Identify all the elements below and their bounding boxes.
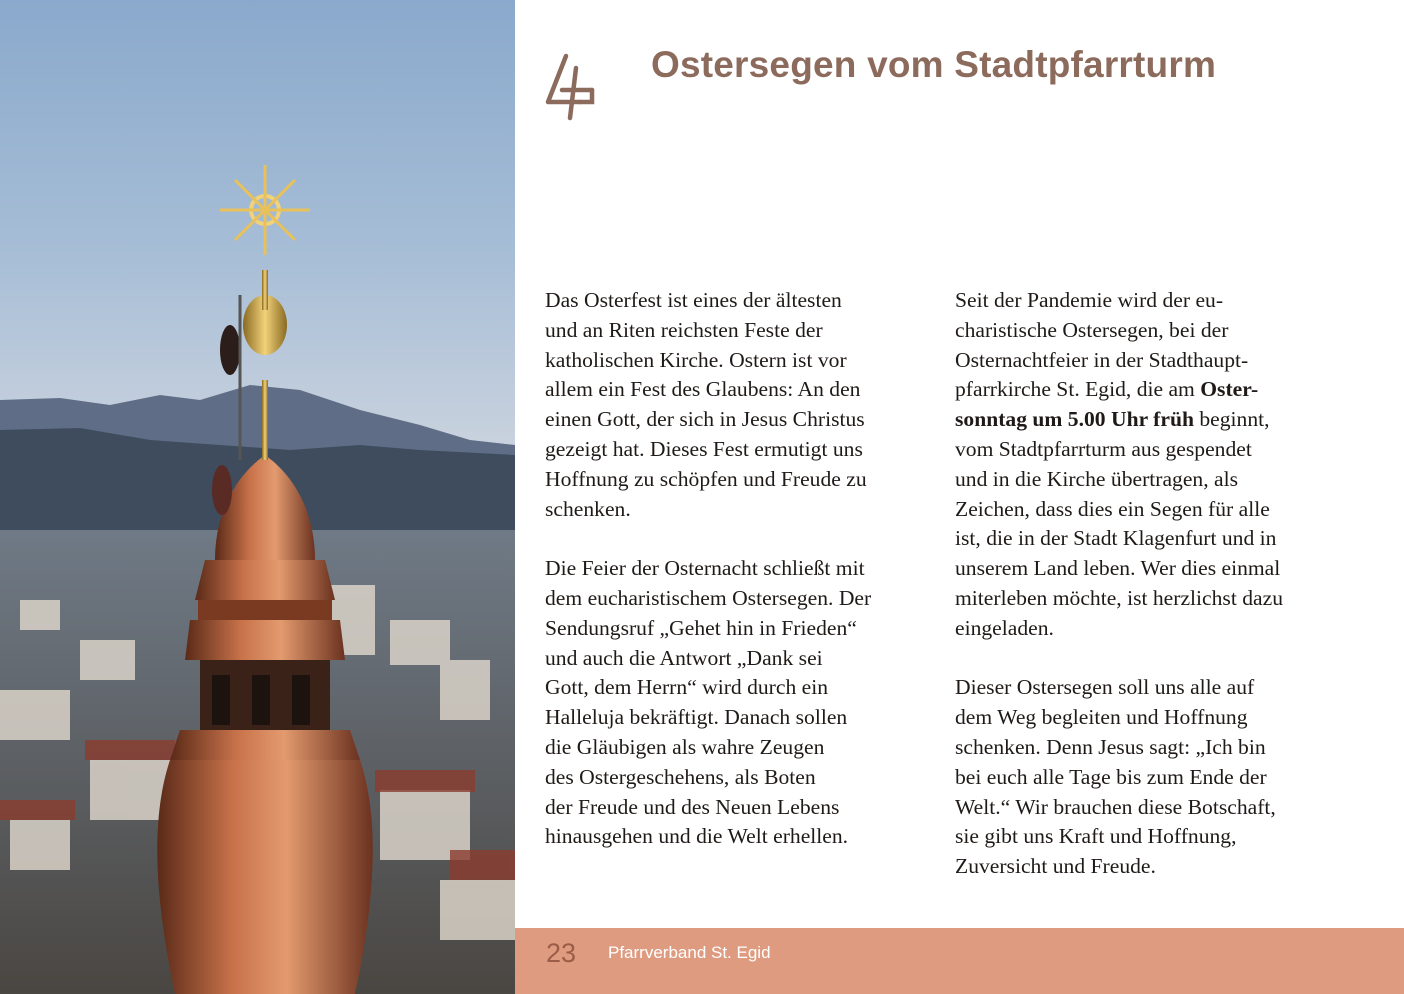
page-footer [515, 928, 1404, 994]
paragraph-blessing-message [955, 673, 1345, 882]
text-line: schenken. Denn Jesus sagt: „Ich bin [955, 734, 1266, 759]
text-line: vom Stadtpfarrturm aus gespendet [955, 436, 1252, 461]
text-line: dem eucharistischem Ostersegen. Der [545, 585, 872, 610]
text-line: Zeichen, dass dies ein Segen für alle [955, 496, 1270, 521]
text-line: ist, die in der Stadt Klagenfurt und in [955, 526, 1277, 551]
text-line: der Freude und des Neuen Lebens [545, 794, 840, 819]
text-line: einen Gott, der sich in Jesus Christus [545, 407, 865, 432]
text-line: gezeigt hat. Dieses Fest ermutigt uns [545, 436, 863, 461]
text-line: unserem Land leben. Wer dies einmal [955, 556, 1281, 581]
paragraph-easter-feast [545, 286, 930, 524]
church-tower-photo [0, 0, 515, 994]
text-line: hinausgehen und die Welt erhellen. [545, 824, 849, 849]
text-fragment: pfarrkirche St. Egid, die am [955, 377, 1201, 402]
text-line: katholischen Kirche. Ostern ist vor [545, 347, 847, 372]
text-line: und in die Kirche übertragen, als [955, 466, 1239, 491]
text-line: Halleluja bekräftigt. Danach sollen [545, 705, 848, 730]
text-line: Gott, dem Herrn“ wird durch ein [545, 675, 829, 700]
text-line: sie gibt uns Kraft und Hoffnung, [955, 824, 1237, 849]
text-line: Dieser Ostersegen soll uns alle auf [955, 675, 1255, 700]
text-line: Welt.“ Wir brauchen diese Botschaft, [955, 794, 1276, 819]
chapter-number [540, 46, 602, 126]
text-line: Sendungsruf „Gehet hin in Frieden“ [545, 615, 857, 640]
bold-date-text: Oster- [1200, 377, 1259, 402]
text-line: Das Osterfest ist eines der ältesten [545, 288, 842, 312]
text-line: die Gläubigen als wahre Zeugen [545, 734, 825, 759]
text-fragment: beginnt, [1193, 407, 1270, 432]
page-title: Ostersegen vom Stadtpfarrturm [651, 44, 1217, 85]
text-line: schenken. [545, 496, 631, 521]
text-line: Hoffnung zu schöpfen und Freude zu [545, 466, 867, 491]
text-line: Seit der Pandemie wird der eu- [955, 288, 1224, 312]
chapter-number-4-glyph [540, 46, 602, 126]
text-line: und an Riten reichsten Feste der [545, 317, 823, 342]
paragraph-easter-vigil [545, 554, 930, 852]
text-line: Die Feier der Osternacht schließt mit [545, 556, 865, 581]
text-line: charistische Ostersegen, bei der [955, 317, 1229, 342]
text-column-left [545, 286, 930, 882]
text-line: miterleben möchte, ist herzlichst dazu [955, 585, 1283, 610]
text-column-right [955, 286, 1345, 912]
text-line: allem ein Fest des Glaubens: An den [545, 377, 861, 402]
paragraph-pandemic-blessing [955, 286, 1345, 644]
footer-label: Pfarrverband St. Egid [608, 943, 771, 962]
photo-illustration [0, 0, 515, 994]
text-line [955, 405, 1345, 435]
text-line: des Ostergeschehens, als Boten [545, 764, 816, 789]
page-number: 23 [546, 938, 577, 968]
text-line: und auch die Antwort „Dank sei [545, 645, 823, 670]
text-line [955, 375, 1345, 405]
text-line: Osternachtfeier in der Stadthaupt- [955, 347, 1249, 372]
bold-date-text: sonntag um 5.00 Uhr früh [955, 407, 1194, 432]
text-line: eingeladen. [955, 615, 1054, 640]
text-line: bei euch alle Tage bis zum Ende der [955, 764, 1267, 789]
text-line: Zuversicht und Freude. [955, 854, 1156, 879]
text-line: dem Weg begleiten und Hoffnung [955, 705, 1248, 730]
